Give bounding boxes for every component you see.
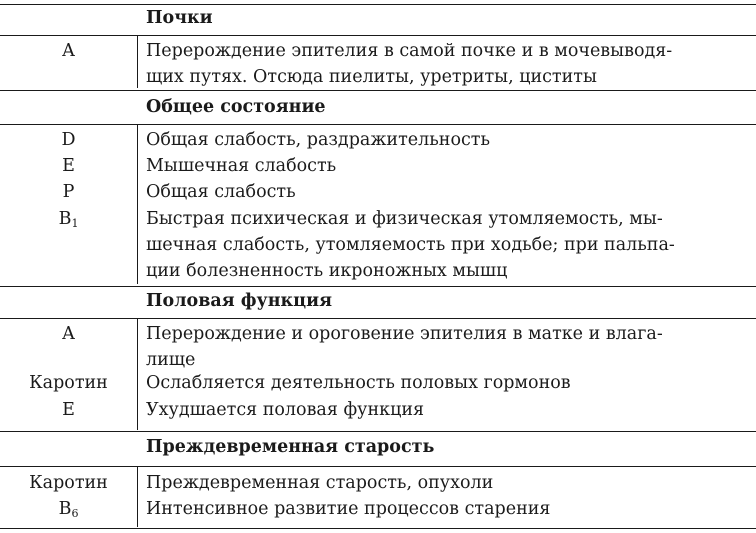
table-rule (0, 124, 756, 125)
row-description: Ухудшается половая функция (146, 400, 425, 420)
row-description: Общая слабость, раздражительность (146, 130, 490, 150)
row-description: Интенсивное развитие процессов старения (146, 499, 551, 519)
row-key: $B_6$ (58, 499, 79, 520)
column-divider (137, 125, 138, 284)
row-description: Быстрая психическая и физическая утомляемость, мы- шечная слабость, утомляемость при ходьбе; при пальпа- ции болезненность икроножных мышц (146, 209, 675, 281)
table-rule (0, 466, 756, 467)
row-key: E (62, 400, 75, 420)
table-rule (0, 35, 756, 36)
table-rule (0, 90, 756, 91)
row-description: Перерождение и ороговение эпителия в матке и влага- лище (146, 324, 663, 370)
row-key: Каротин (29, 373, 108, 393)
column-divider (137, 319, 138, 430)
row-description: Перерождение эпителия в самой почке и в мочевыводя- щих путях. Отсюда пиелиты, уретриты, циститы (146, 41, 673, 87)
row-key: D (61, 130, 76, 150)
row-key: А (61, 41, 76, 61)
table-rule (0, 286, 756, 287)
section-title-premature-aging: Преждевременная старость (146, 437, 435, 457)
row-description: Мышечная слабость (146, 156, 337, 176)
row-key: А (61, 324, 76, 344)
section-title-general-state: Общее состояние (146, 97, 326, 117)
row-key: Каротин (29, 473, 108, 493)
section-title-sexual-function: Половая функция (146, 291, 332, 311)
row-description: Общая слабость (146, 182, 296, 202)
section-title-kidneys: Почки (146, 8, 213, 28)
column-divider (137, 36, 138, 88)
row-description: Ослабляется деятельность половых гормонов (146, 373, 571, 393)
row-key: P (62, 182, 75, 202)
row-key: $B_1$ (58, 209, 79, 230)
table-rule (0, 4, 756, 5)
table-rule (0, 431, 756, 432)
table-rule (0, 528, 756, 529)
column-divider (137, 467, 138, 527)
row-description: Преждевременная старость, опухоли (146, 473, 494, 493)
table-rule (0, 318, 756, 319)
row-key: E (62, 156, 75, 176)
